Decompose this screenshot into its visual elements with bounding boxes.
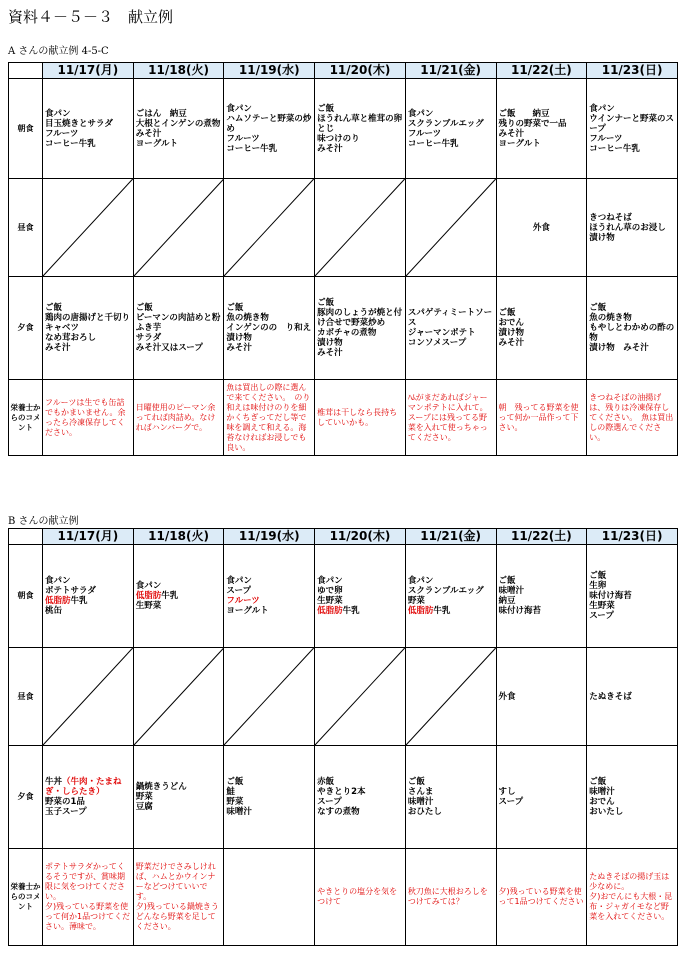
lunch-none-cell xyxy=(133,648,224,746)
dinner-row-label: 夕食 xyxy=(9,746,43,849)
comment-cell xyxy=(43,380,134,456)
dinner-cell xyxy=(133,746,224,849)
comment-text: ﾊﾑがまだあればジャーマンポテトに入れて。スープには残ってる野菜を入れて使っちゃってください。 xyxy=(407,392,488,442)
comment-text: 秋刀魚に大根おろしをつけてみては？ xyxy=(407,887,488,906)
comment-text: 夕)残っている野菜を使って1品つけてください xyxy=(498,887,584,906)
breakfast-row xyxy=(9,79,678,179)
dinner-text: ご飯 さんま 味噌汁 おひたし xyxy=(407,777,442,817)
lunch-row-label: 昼食 xyxy=(9,648,43,746)
comment-text: フルーツは生でも缶詰でもかまいません。余ったら冷凍保存してください。 xyxy=(45,397,126,437)
dinner-text: ご飯 おでん 漬け物 みそ汁 xyxy=(498,308,525,348)
comment-cell xyxy=(315,849,406,946)
comment-cell xyxy=(133,380,224,456)
comment-row xyxy=(9,849,678,946)
dinner-text: 牛丼（牛肉・たまねぎ・しらたき） 野菜の1品 玉子スープ xyxy=(45,777,122,817)
lunch-text: きつねそば ほうれん草のお浸し 漬け物 xyxy=(589,212,683,243)
day-header: 11/17(月) xyxy=(43,63,134,79)
comment-cell xyxy=(496,849,587,946)
highlight-text: 低脂肪 xyxy=(45,596,71,606)
lunch-row-label: 昼食 xyxy=(9,179,43,277)
day-header: 11/19(水) xyxy=(224,63,315,79)
dinner-text: スパゲティミートソース ジャーマンポテト コンソメスープ xyxy=(407,308,493,348)
dinner-cell xyxy=(587,277,678,380)
lunch-row xyxy=(9,179,678,277)
dinner-text: ご飯 ピーマンの肉詰めと粉ふき芋 サラダ みそ汁又はスープ xyxy=(135,303,221,353)
breakfast-cell xyxy=(43,79,134,179)
header-corner xyxy=(9,529,43,545)
breakfast-text: ご飯 ほうれん草と椎茸の卵とじ 味つけのり みそ汁 xyxy=(317,103,403,154)
dinner-row-label: 夕食 xyxy=(9,277,43,380)
breakfast-text: 食パン ポテトサラダ 低脂肪牛乳 桃缶 xyxy=(45,576,96,616)
comment-cell xyxy=(587,849,678,946)
day-header: 11/17(月) xyxy=(43,529,134,545)
lunch-row xyxy=(9,648,678,746)
table-b-title: B さんの献立例 xyxy=(8,516,79,527)
dinner-cell xyxy=(224,746,315,849)
breakfast-cell xyxy=(224,545,315,648)
day-header: 11/22(土) xyxy=(496,63,587,79)
breakfast-cell xyxy=(315,79,406,179)
lunch-none-cell xyxy=(224,648,315,746)
comment-text: ポテトサラダかってくるそうですが、賞味期限に気をつけてください。 夕)残っている野菜を使って何か1品つけてください。薄味で。 xyxy=(45,862,131,931)
breakfast-row xyxy=(9,545,678,648)
comment-text: 魚は買出しの際に選んで来てください。 のり和えは味付けのりを細かくちぎってだし等で味を調えて和える。海苔なければお浸しでも良い。 xyxy=(226,382,311,452)
dinner-cell xyxy=(133,277,224,380)
day-header: 11/21(金) xyxy=(405,529,496,545)
comment-text: 野菜だけでさみしければ、ハムとかウインナーなどつけていいです。 夕)残っている鍋焼きうどんなら野菜を足してください。 xyxy=(135,862,219,931)
breakfast-text: 食パン ウインナーと野菜のスープ フルーツ コーヒー牛乳 xyxy=(589,103,674,154)
diagonal-slash xyxy=(406,179,496,276)
diagonal-slash xyxy=(406,648,496,745)
dinner-text: ご飯 魚の焼き物 インゲンのの り和え 漬け物 みそ汁 xyxy=(226,303,312,353)
dinner-cell xyxy=(405,277,496,380)
comment-cell xyxy=(405,380,496,456)
dinner-text: 鍋焼きうどん 野菜 豆腐 xyxy=(135,782,187,812)
day-header: 11/19(水) xyxy=(224,529,315,545)
dinner-cell xyxy=(315,746,406,849)
breakfast-text: 食パン 低脂肪牛乳 生野菜 xyxy=(135,581,179,611)
lunch-cell xyxy=(496,648,587,746)
dinner-row xyxy=(9,277,678,380)
breakfast-row-label: 朝食 xyxy=(9,545,43,648)
diagonal-slash xyxy=(315,179,405,276)
lunch-none-cell xyxy=(405,179,496,277)
highlight-text: 低脂肪 xyxy=(317,606,343,616)
breakfast-row-label: 朝食 xyxy=(9,79,43,179)
diagonal-slash xyxy=(224,179,314,276)
lunch-none-cell xyxy=(133,179,224,277)
dinner-cell xyxy=(496,746,587,849)
dinner-text: すし スープ xyxy=(498,787,524,807)
dinner-cell xyxy=(43,277,134,380)
breakfast-cell xyxy=(133,545,224,648)
dinner-text: 赤飯 やきとり2本 スープ なすの煮物 xyxy=(317,777,366,817)
day-header: 11/20(木) xyxy=(315,529,406,545)
comment-text: 椎茸は干しなら長持ちしていいかも。 xyxy=(317,407,398,427)
breakfast-text: 食パン ハムソテーと野菜の炒め フルーツ コーヒー牛乳 xyxy=(226,103,312,154)
day-header: 11/20(木) xyxy=(315,63,406,79)
comment-text: 日曜使用のピーマン余ってれば肉詰め。なければハンバーグで。 xyxy=(135,402,216,432)
lunch-text: 外食 xyxy=(532,222,550,233)
day-header: 11/18(火) xyxy=(133,63,224,79)
lunch-none-cell xyxy=(405,648,496,746)
diagonal-slash xyxy=(134,179,224,276)
dinner-text: ご飯 味噌汁 おでん おいたし xyxy=(589,777,624,817)
breakfast-cell xyxy=(43,545,134,648)
lunch-cell xyxy=(496,179,587,277)
lunch-none-cell xyxy=(43,179,134,277)
comment-text: やきとりの塩分を気をつけて xyxy=(317,887,398,906)
day-header: 11/18(火) xyxy=(133,529,224,545)
day-header: 11/23(日) xyxy=(587,63,678,79)
lunch-none-cell xyxy=(224,179,315,277)
dinner-text: ご飯 鮭 野菜 味噌汁 xyxy=(226,777,252,817)
comment-text: きつねそばの油揚げは、残りは冷凍保存してください。 魚は買出しの際選んでください。 xyxy=(589,392,674,442)
lunch-cell xyxy=(587,648,678,746)
dinner-row xyxy=(9,746,678,849)
comment-cell xyxy=(315,380,406,456)
comment-row-label: 栄養士からのコメント xyxy=(9,380,43,456)
comment-cell xyxy=(405,849,496,946)
breakfast-text: 食パン スープ フルーツ ヨーグルト xyxy=(226,576,269,616)
header-row xyxy=(9,63,678,79)
dinner-cell xyxy=(315,277,406,380)
header-corner xyxy=(9,63,43,79)
comment-cell xyxy=(43,849,134,946)
dinner-text: ご飯 魚の焼き物 もやしとわかめの酢の物 漬け物 みそ汁 xyxy=(589,303,675,353)
lunch-none-cell xyxy=(43,648,134,746)
breakfast-text: 食パン 目玉焼きとサラダ フルーツ コーヒー牛乳 xyxy=(45,108,113,149)
breakfast-cell xyxy=(496,79,587,179)
comment-cell xyxy=(224,380,315,456)
comment-cell xyxy=(496,380,587,456)
breakfast-cell xyxy=(133,79,224,179)
dinner-text: ご飯 鶏肉の唐揚げと千切りキャベツ なめ茸おろし みそ汁 xyxy=(45,303,131,353)
table-a xyxy=(8,62,683,456)
lunch-none-cell xyxy=(315,179,406,277)
comment-row xyxy=(9,380,678,456)
breakfast-cell xyxy=(587,545,678,648)
breakfast-text: ご飯 生卵 味付け海苔 生野菜 スープ xyxy=(589,571,632,621)
lunch-text: たぬきそば xyxy=(589,691,632,702)
header-row xyxy=(9,529,678,545)
breakfast-cell xyxy=(405,79,496,179)
dinner-cell xyxy=(587,746,678,849)
diagonal-slash xyxy=(315,648,405,745)
breakfast-text: ご飯 味噌汁 納豆 味付け海苔 xyxy=(498,576,542,616)
lunch-cell xyxy=(587,179,683,277)
comment-text: 朝 残ってる野菜を使って何か一品作って下さい。 xyxy=(498,402,579,432)
table-a-title: A さんの献立例 4-5-C xyxy=(8,46,109,57)
dinner-cell xyxy=(224,277,315,380)
breakfast-text: ごはん 納豆 大根とインゲンの煮物 みそ汁 ヨーグルト xyxy=(135,108,221,149)
breakfast-cell xyxy=(224,79,315,179)
breakfast-cell xyxy=(405,545,496,648)
lunch-none-cell xyxy=(315,648,406,746)
comment-cell xyxy=(587,380,678,456)
dinner-text: ご飯 豚肉のしょうが焼と付け合せで野菜炒め カボチャの煮物 漬け物 みそ汁 xyxy=(317,298,403,358)
page-title: 資料４－５－３ 献立例 xyxy=(8,8,174,26)
lunch-text: 外食 xyxy=(498,691,516,702)
table-b xyxy=(8,528,678,946)
day-header: 11/23(日) xyxy=(587,529,678,545)
diagonal-slash xyxy=(134,648,224,745)
diagonal-slash xyxy=(43,179,133,276)
diagonal-slash xyxy=(224,648,314,745)
day-header: 11/22(土) xyxy=(496,529,587,545)
breakfast-text: 食パン ゆで卵 生野菜 低脂肪牛乳 xyxy=(317,576,360,616)
dinner-cell xyxy=(496,277,587,380)
breakfast-text: 食パン スクランブルエッグ フルーツ コーヒー牛乳 xyxy=(407,108,493,149)
comment-cell xyxy=(133,849,224,946)
dinner-cell xyxy=(405,746,496,849)
highlight-text: フルーツ xyxy=(226,596,260,606)
highlight-text: 低脂肪 xyxy=(407,606,434,616)
highlight-text: （牛肉・たまねぎ・しらたき） xyxy=(45,777,122,797)
breakfast-text: ご飯 納豆 残りの野菜で一品 みそ汁 ヨーグルト xyxy=(498,108,567,149)
diagonal-slash xyxy=(43,648,133,745)
breakfast-cell xyxy=(496,545,587,648)
day-header: 11/21(金) xyxy=(405,63,496,79)
highlight-text: 低脂肪 xyxy=(135,591,162,601)
breakfast-cell xyxy=(315,545,406,648)
dinner-cell xyxy=(43,746,134,849)
comment-cell xyxy=(224,849,315,946)
breakfast-text: 食パン スクランブルエッグ 野菜 低脂肪牛乳 xyxy=(407,576,484,616)
breakfast-cell xyxy=(587,79,678,179)
comment-text: たぬきそばの揚げ玉は少なめに。 夕)おでんにも大根・昆布・ジャガイモなど野菜を入れてください。 xyxy=(589,872,673,921)
comment-row-label: 栄養士からのコメント xyxy=(9,849,43,946)
